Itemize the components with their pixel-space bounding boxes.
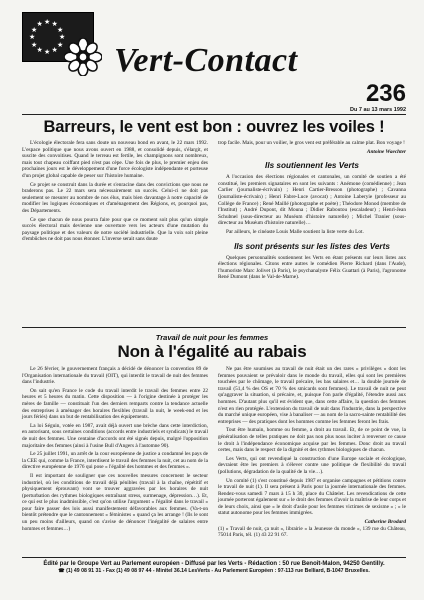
article2-paragraph: Ne pas être soumises au travail de nuit était un des rares « privilèges » dont les femmes pouvaient se prévaloir dans le monde du travail, elles qui sont les premières touchées par le chômage, le travail précaire, les bas salaires et… la double journée de travail (51,4 % des OS et 70 % des smicards sont femmes). Le travail de nuit ne peut qu'aggraver la situation, si précaire, et, puisque l'on parle d'égalité, l'étendre aussi aux hommes. D'autant plus qu'il est évident que, dans cette affaire, la question des femmes n'est en rien protégée. L'extension du travail de nuit dans l'industrie, dans la perspective du marché unique européen, vise à banaliser — au nom de la sacro-sainte rentabilité des entreprises — des pratiques dont les hommes comme les femmes feront les frais. bbox=[218, 366, 406, 425]
article2-paragraph: On sait qu'en France le code du travail interdit le travail des femmes entre 22 heures et 5 heures du matin. Cette disposition — à l'origine destinée à protéger les mères de famille — constituait l'un des derniers remparts contre la tendance actuelle des entreprises à aménager des horaires flexibles (travail la nuit, le week-end et les jours fériés) dans un but de rentabilisation des équipements. bbox=[22, 387, 208, 421]
footer-rule bbox=[22, 557, 406, 558]
article1-paragraph: Ce projet se construit dans la durée et s'enracine dans des convictions que nous ne braderons pas. Le 22 mars sera nécessairement un succès. Celui-ci ne doit pas seulement se mesurer au nombre de nos élus, mais bien davantage à notre capacité de modifier les logiques économiques et d'aménagement des Régions, et, pourquoi pas, des Départements. bbox=[22, 181, 208, 214]
listes-text: Quelques personnalités soutiennent les Verts en étant présents sur leurs listes aux élections régionales. Citons entre autres le comédien Pierre Richard (dans l'Aude), l'humoriste Marc Jolivet (à Paris), le psychanalyste Félix Guattari (à Paris), l'agronome René Dumont (dans le Val-de-Marne). bbox=[218, 254, 406, 281]
article2-kicker: Travail de nuit pour les femmes bbox=[155, 333, 269, 342]
masthead-title: Vert-Contact bbox=[114, 42, 298, 79]
issue-date: Du 7 au 13 mars 1992 bbox=[350, 107, 406, 113]
article1-paragraph: Ce que chacun de nous pourra faire pour que ce moment soit plus qu'un simple succès électoral mais devienne une ouverture vers les acteurs d'une mutation du paysage politique et des valeurs de notre société industrielle. Que la voix soit pleine d'embûches ne doit pas nous étonner. L'inverse serait sans doute bbox=[22, 216, 208, 243]
article1-headline: Barreurs, le vent est bon : ouvrez les voiles ! bbox=[43, 118, 385, 136]
masthead bbox=[22, 12, 406, 112]
article2-footnote: (1) « Travail de nuit, ça nuit », librairie « la Jeunesse du monde », 139 rue du Château, 75014 Paris, tél. (1) 43 22 91 67. bbox=[218, 525, 406, 539]
star-icon: ★ bbox=[51, 20, 58, 28]
star-icon: ★ bbox=[36, 20, 43, 28]
footer bbox=[22, 560, 406, 575]
masthead-rule bbox=[22, 114, 406, 115]
support-title: Ils soutiennent les Verts bbox=[265, 161, 359, 171]
article1-paragraph: L'écologie électorale fera sans doute un nouveau bond en avant, le 22 mars 1992. L'espace politique que nous avons ouvert en 1988, et consolidé depuis, s'élargit, et suscite des convoitises. Quand le terreau est fertile, les champignons sont nombreux, mais tout chapeau coiffant pied n'est pas cèpe. Une fois de plus, le premier enjeu des prochaines jours est le développement d'une force écologiste indépendante et porteuse d'un projet global capable de peser sur l'histoire humaine. bbox=[22, 140, 208, 179]
article2-right-column bbox=[218, 366, 406, 541]
article2-paragraph: Tout être humain, homme ou femme, a droit au travail. Et, de ce point de vue, la généralisation de telles pratiques ne doit pas non plus nous inciter à renverser ce cause le droit à l'indépendance économique acquise par les femmes. Donc droit au travail certes, mais dans le respect de la dignité et des rythmes biologiques de chacun. bbox=[218, 427, 406, 454]
article2-paragraph: Le 25 juillet 1991, un arrêt de la cour européenne de justice a condamné les pays de la CEE qui, comme la France, interdisent le travail des femmes la nuit, cet au nom de la directive européenne de 1976 qui pose « l'égalité des hommes et des femmes ». bbox=[22, 451, 208, 471]
article2-left-column bbox=[22, 366, 208, 534]
article2-paragraph: Un comité (1) s'est constitué depuis 1987 et organise campagnes et pétitions contre le travail de nuit (1). Il sera présent à Paris pour la journée internationale des femmes. Rendez-vous samedi 7 mars à 15 h 30, place du Châtelet. Les revendications de cette journée porteront également sur « le droit des femmes d'avoir la maîtrise de leur corps et de leurs choix, ainsi que « le droit d'asile pour les femmes victimes de sexisme » ; « le statut autonome pour les femmes immigrées. bbox=[218, 477, 406, 517]
footer-contact-line: ☎ (1) 49 08 91 31 - Fax (1) 49 08 97 44 - Minitel 36.14 LesVerts - Au Parlement Européen : 97-113 rue Belliard, B-1047 Bruxelles. bbox=[58, 568, 370, 574]
article2-paragraph: Le 26 février, le gouvernement français a décidé de dénoncer la convention 89 de l'Organisation internationale du travail (OIT), qui interdit le travail de nuit des femmes dans l'industrie. bbox=[22, 366, 208, 386]
article2-signature: Catherine Brodard bbox=[364, 519, 406, 526]
star-icon: ★ bbox=[56, 40, 64, 49]
star-icon: ★ bbox=[31, 25, 38, 34]
sunflower-logo-icon bbox=[64, 38, 102, 76]
star-icon: ★ bbox=[31, 40, 38, 49]
article1-right-column bbox=[218, 140, 406, 283]
section-rule bbox=[22, 327, 406, 328]
star-icon: ★ bbox=[56, 25, 64, 34]
star-icon: ★ bbox=[44, 18, 51, 26]
support-text: A l'occasion des élections régionales et cantonales, un comité de soutien a été constitué, les premiers signataires en sont les suivants : Anémone (comédienne) ; Jean Carlier (journaliste-écrivain) ; Henri Cartier-Bresson (photographe) ; Cavanna (journaliste-écrivain) ; Henri Fabre-Luce (avocat) ; Antoine Laberyie (professeur au Collège de France) ; René Maillé (photographe et poète) ; Théodore Monod (membre de l'Institut) ; André Dupont, dit Mouna ; Didier Raboutou (escaladeur) ; Henri-Jean Schubnel (sous-directeur au Muséum d'histoire naturelle) ; Michel Tranier (sous-directeur au Muséum d'histoire naturelle)… bbox=[218, 174, 406, 227]
footer-publisher-line: Édité par le Groupe Vert au Parlement européen - Diffusé par les Verts - Rédaction : 50 rue Benoît-Malon, 94250 Gentilly. bbox=[43, 561, 385, 567]
issue-number: 236 bbox=[365, 80, 406, 107]
support-note: Par ailleurs, le cinéaste Louis Malle soutient la liste verte du Lot. bbox=[226, 228, 364, 235]
article2-paragraph: Il est important de souligner que ces nouvelles mesures concernent le secteur industriel, où les conditions de travail déjà pénibles (travail à la chaîne, répétitif et physiquement éprouvant) vont se trouver aggravées par les horaires de nuit (perturbation des rythmes biologiques entraînant stress, surmenage, dépression…). Et, ce qui est le plus inadmissible, c'est qu'on utilise l'argument « l'égalité dans le travail » pour faire passer des lois aussi manifestement défavorables aux femmes. (Va-t-on bientôt prétendre que le cantonnement « féministes » quand ça les arrange ! (Ils le sont un peu moins d'ailleurs, quand on s'avise de dénoncer l'inégalité de salaires entre hommes et femmes…) bbox=[22, 472, 208, 532]
article1-left-column bbox=[22, 140, 208, 245]
article2-headline: Non à l'égalité au rabais bbox=[117, 342, 307, 361]
star-icon: ★ bbox=[44, 48, 51, 56]
article2-paragraph: La loi Séguin, votée en 1987, avait déjà ouvert une brèche dans cette interdiction, en autorisant, sous certaines conditions (accords entre industriels et syndicats) le travail de nuit des femmes. Une centaine d'accords ont été signés depuis, malgré l'opposition majoritaire des femmes (ainsi à l'usine Bull d'Angers à l'automne 90). bbox=[22, 422, 208, 449]
listes-title: Ils sont présents sur les listes des Verts bbox=[234, 241, 390, 251]
article2-paragraph: Les Verts, qui ont revendiqué la construction d'une Europe sociale et écologique, devraient être les premiers à s'élever contre une politique de flexibilité du travail (pollutions, dégradation de la qualité de la vie…). bbox=[218, 455, 406, 475]
article1-paragraph: trop facile. Mais, pour un voilier, le gros vent est préférable au calme plat. Bon voyage ! bbox=[218, 140, 405, 146]
article1-signature: Antoine Waechter bbox=[366, 148, 406, 155]
star-icon: ★ bbox=[36, 45, 43, 54]
star-icon: ★ bbox=[29, 33, 36, 41]
star-icon: ★ bbox=[51, 45, 58, 54]
star-icon: ★ bbox=[59, 33, 66, 41]
